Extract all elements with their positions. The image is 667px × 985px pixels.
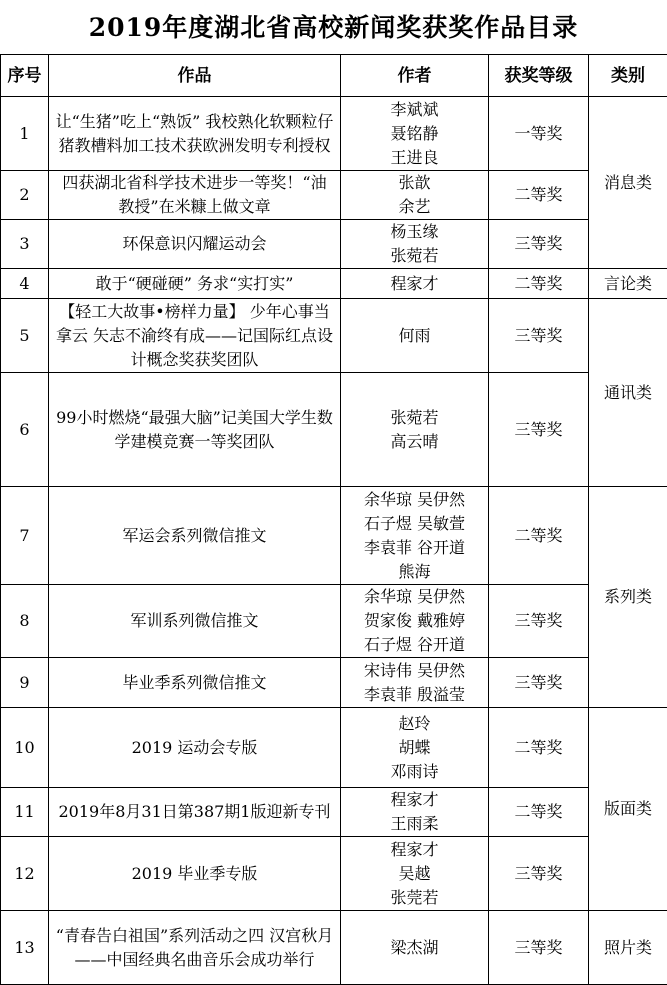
row-work: 军运会系列微信推文: [49, 487, 341, 585]
table-row: [1, 373, 667, 487]
table-row: [1, 837, 667, 911]
row-authors: 李斌斌 聂铭静 王进良: [341, 97, 489, 171]
row-authors: 赵玲 胡蝶 邓雨诗: [341, 708, 489, 788]
table-row: [1, 171, 667, 220]
category-cell: 消息类: [589, 97, 667, 269]
row-work: 让“生猪”吃上“熟饭” 我校熟化软颗粒仔猪教槽料加工技术获欧洲发明专利授权: [49, 97, 341, 171]
table-row: [1, 487, 667, 585]
row-authors: 程家才 王雨柔: [341, 788, 489, 837]
table-row: [1, 220, 667, 269]
header-work: 作品: [49, 55, 341, 97]
row-work: 四获湖北省科学技术进步一等奖！“油教授”在米糠上做文章: [49, 171, 341, 220]
row-no: 8: [1, 585, 49, 658]
table-row: [1, 708, 667, 788]
row-grade: 三等奖: [489, 911, 589, 985]
table-header-row: [1, 55, 667, 97]
table-row: [1, 299, 667, 373]
row-grade: 三等奖: [489, 373, 589, 487]
row-authors: 梁杰湖: [341, 911, 489, 985]
row-work: 2019年8月31日第387期1版迎新专刊: [49, 788, 341, 837]
row-grade: 三等奖: [489, 220, 589, 269]
row-no: 2: [1, 171, 49, 220]
header-no: 序号: [1, 55, 49, 97]
row-grade: 一等奖: [489, 97, 589, 171]
table-row: [1, 911, 667, 985]
table-row: [1, 269, 667, 299]
table-row: [1, 788, 667, 837]
row-no: 3: [1, 220, 49, 269]
row-work: “青春告白祖国”系列活动之四 汉宫秋月——中国经典名曲音乐会成功举行: [49, 911, 341, 985]
row-work: 环保意识闪耀运动会: [49, 220, 341, 269]
header-grade: 获奖等级: [489, 55, 589, 97]
row-grade: 二等奖: [489, 708, 589, 788]
row-grade: 三等奖: [489, 837, 589, 911]
row-authors: 余华琼 吴伊然 贺家俊 戴雅婷 石子煜 谷开道: [341, 585, 489, 658]
row-authors: 何雨: [341, 299, 489, 373]
row-work: 【轻工大故事•榜样力量】 少年心事当拿云 矢志不渝终有成——记国际红点设计概念奖获奖团队: [49, 299, 341, 373]
row-work: 99小时燃烧“最强大脑”记美国大学生数学建模竞赛一等奖团队: [49, 373, 341, 487]
row-no: 12: [1, 837, 49, 911]
row-no: 5: [1, 299, 49, 373]
row-no: 13: [1, 911, 49, 985]
row-no: 4: [1, 269, 49, 299]
row-work: 毕业季系列微信推文: [49, 658, 341, 708]
awards-table: [0, 54, 667, 985]
row-no: 10: [1, 708, 49, 788]
row-grade: 二等奖: [489, 788, 589, 837]
category-cell: 照片类: [589, 911, 667, 985]
row-authors: 程家才: [341, 269, 489, 299]
row-grade: 二等奖: [489, 171, 589, 220]
category-cell: 版面类: [589, 708, 667, 911]
row-authors: 余华琼 吴伊然 石子煜 吴敏萱 李袁菲 谷开道 熊海: [341, 487, 489, 585]
row-grade: 三等奖: [489, 299, 589, 373]
row-authors: 杨玉缘 张菀若: [341, 220, 489, 269]
page-title: 2019年度湖北省高校新闻奖获奖作品目录: [0, 8, 667, 44]
row-work: 军训系列微信推文: [49, 585, 341, 658]
row-grade: 二等奖: [489, 269, 589, 299]
category-cell: 言论类: [589, 269, 667, 299]
row-grade: 三等奖: [489, 658, 589, 708]
row-no: 6: [1, 373, 49, 487]
header-author: 作者: [341, 55, 489, 97]
row-authors: 程家才 吴越 张莞若: [341, 837, 489, 911]
row-no: 1: [1, 97, 49, 171]
row-work: 敢于“硬碰硬” 务求“实打实”: [49, 269, 341, 299]
row-grade: 三等奖: [489, 585, 589, 658]
row-work: 2019 运动会专版: [49, 708, 341, 788]
row-authors: 张歆 余艺: [341, 171, 489, 220]
category-cell: 系列类: [589, 487, 667, 708]
header-category: 类别: [589, 55, 667, 97]
category-cell: 通讯类: [589, 299, 667, 487]
table-row: [1, 585, 667, 658]
table-row: [1, 97, 667, 171]
row-no: 11: [1, 788, 49, 837]
row-no: 9: [1, 658, 49, 708]
row-authors: 宋诗伟 吴伊然 李袁菲 殷溢莹: [341, 658, 489, 708]
row-no: 7: [1, 487, 49, 585]
row-grade: 二等奖: [489, 487, 589, 585]
row-authors: 张菀若 高云晴: [341, 373, 489, 487]
row-work: 2019 毕业季专版: [49, 837, 341, 911]
table-row: [1, 658, 667, 708]
